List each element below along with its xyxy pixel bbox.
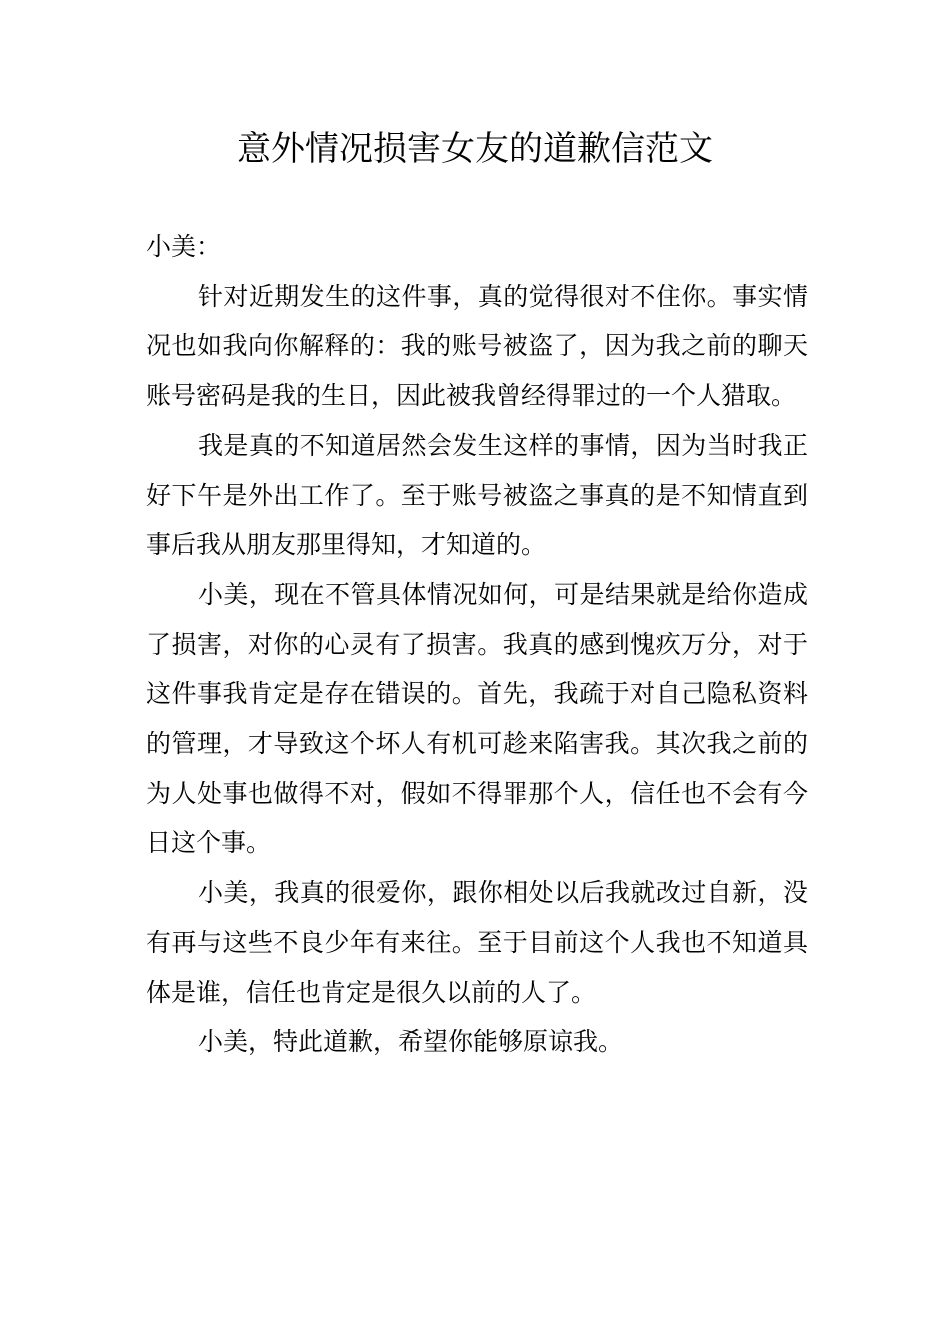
- paragraph-3: 小美，现在不管具体情况如何，可是结果就是给你造成了损害，对你的心灵有了损害。我真的感到愧疚万分，对于这件事我肯定是存在错误的。首先，我疏于对自己隐私资料的管理，才导致这个坏人有机可趁来陷害我。其次我之前的为人处事也做得不对，假如不得罪那个人，信任也不会有今日这个事。: [146, 579, 808, 858]
- paragraph-5: 小美，特此道歉，希望你能够原谅我。: [198, 1027, 624, 1057]
- paragraph-2: 我是真的不知道居然会发生这样的事情，因为当时我正好下午是外出工作了。至于账号被盗之事真的是不知情直到事后我从朋友那里得知，才知道的。: [146, 430, 808, 560]
- salutation: 小美：: [146, 232, 222, 261]
- letter-body: [146, 222, 808, 1067]
- document-title: 意外情况损害女友的道歉信范文: [237, 129, 713, 169]
- paragraph-4: 小美，我真的很爱你，跟你相处以后我就改过自新，没有再与这些不良少年有来往。至于目前这个人我也不知道具体是谁，信任也肯定是很久以前的人了。: [146, 878, 808, 1007]
- paragraph-1: 针对近期发生的这件事，真的觉得很对不住你。事实情况也如我向你解释的：我的账号被盗了，因为我之前的聊天账号密码是我的生日，因此被我曾经得罪过的一个人猎取。: [146, 281, 808, 411]
